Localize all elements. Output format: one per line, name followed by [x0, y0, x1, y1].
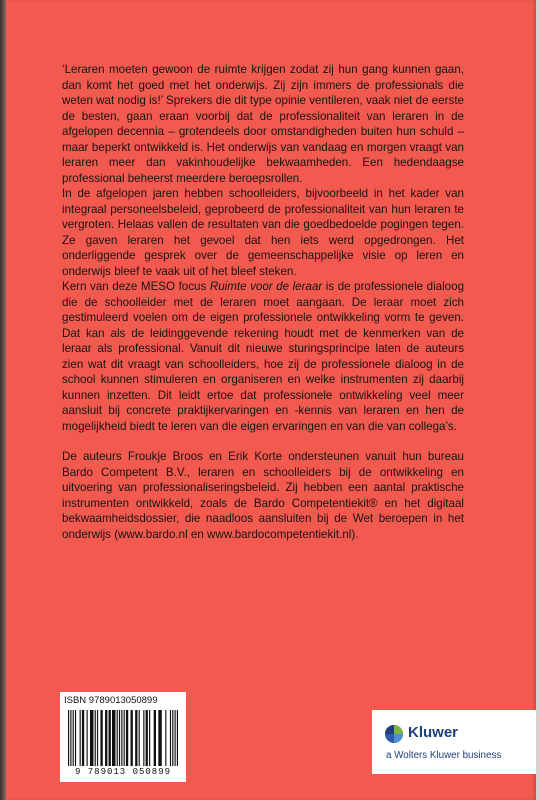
barcode-bar — [97, 710, 98, 766]
blurb-paragraph — [62, 279, 464, 434]
barcode-bar — [143, 710, 144, 766]
barcode-bar — [175, 710, 176, 766]
barcode-bar — [95, 710, 96, 766]
barcode-bar — [82, 710, 84, 766]
barcode-bar — [146, 710, 148, 766]
barcode-bar — [135, 710, 137, 766]
paragraph-text: Kern van deze MESO focus — [62, 280, 210, 293]
barcode-bars — [66, 710, 180, 766]
barcode-bar — [131, 710, 133, 766]
barcode-bar — [177, 710, 178, 766]
publisher-name: Kluwer — [408, 724, 459, 741]
barcode-bar — [70, 710, 71, 766]
barcode-bar — [105, 710, 107, 766]
barcode-number: 9 789013 050899 — [74, 767, 171, 777]
kluwer-logo-icon — [384, 724, 404, 744]
barcode-bar — [170, 710, 171, 766]
barcode-bar — [121, 710, 122, 766]
blurb-paragraph — [62, 62, 464, 186]
paragraph-text: is de professionele dialoog die de schoolleider met de leraren moet aangaan. De leraar moet zich gestimuleerd voelen om de eigen professionele ontwikkeling vorm te geven. Dat kan als de leidinggevende rekening houdt met de kenmerken van de leraar als professional. Vanuit dit nieuwe sturingsprincipe laten de auteurs zien wat dit vraagt van schoolleiders, hoe zij de professionele dialoog in de school kunnen stimuleren en organiseren en welke instrumenten zij daarbij kunnen inzetten. Dit leidt ertoe dat professionele ontwikkeling veel meer aansluit bij concrete praktijkervaringen en -kennis van leraren en hen de mogelijkheid biedt te leren van die eigen ervaringen en van die van collega’s. — [62, 280, 465, 433]
paragraph-text: ‘Leraren moeten gewoon de ruimte krijgen zodat zij hun gang kunnen gaan, dan komt het goed met het onderwijs. Zij zijn immers de professionals die weten wat nodig is!’ Sprekers die dit type opinie ventileren, vaak niet de eerste de besten, gaan eraan voorbij dat de professionaliteit van leraren in de afgelopen decennia – grotendeels door omstandigheden buiten hun schuld – maar beperkt ontwikkeld is. Het onderwijs van vandaag en morgen vraagt van leraren meer dan vakinhoudelijke bekwaamheden. Een hedendaagse professional beheerst meerdere beroepsrollen. — [62, 63, 464, 185]
barcode-bar — [139, 710, 140, 766]
barcode-bar — [154, 710, 156, 766]
barcode-bar — [112, 710, 115, 766]
barcode-bar — [119, 710, 120, 766]
barcode-bar — [68, 710, 69, 766]
publisher-logo — [372, 710, 536, 774]
blurb-text — [62, 62, 464, 542]
book-title-italic: Ruimte voor de leraar — [209, 280, 323, 293]
barcode-panel — [60, 692, 186, 782]
barcode-bar — [117, 710, 118, 766]
barcode-bar — [87, 710, 88, 766]
blurb-paragraph — [62, 449, 464, 542]
barcode-bar — [90, 710, 93, 766]
barcode-bar — [73, 710, 74, 766]
blurb-paragraph — [62, 186, 464, 279]
barcode-bar — [75, 710, 76, 766]
barcode-bar — [80, 710, 81, 766]
barcode-bar — [172, 710, 173, 766]
publisher-tagline: a Wolters Kluwer business — [386, 750, 502, 761]
isbn-label: ISBN 9789013050899 — [64, 695, 158, 706]
barcode-bar — [158, 710, 161, 766]
barcode-bar — [109, 710, 111, 766]
paragraph-text: In de afgelopen jaren hebben schoolleiders, bijvoorbeeld in het kader van integraal personeelsbeleid, geprobeerd de professionaliteit van hun leraren te vergroten. Helaas vallen de resultaten van die goedbedoelde pogingen tegen. Ze gaven leraren het gevoel dat hen iets werd opgedrongen. Het onderliggende gesprek over de gemeenschappelijke visie op leren en onderwijs bleef te vaak uit of het bleef steken. — [62, 187, 464, 278]
barcode-bar — [149, 710, 150, 766]
barcode-bar — [100, 710, 102, 766]
barcode-bar — [126, 710, 128, 766]
barcode-bar — [165, 710, 166, 766]
paragraph-text: De auteurs Froukje Broos en Erik Korte ondersteunen vanuit hun bureau Bardo Competent B.V., leraren en schoolleiders bij de ontwikkeling en uitvoering van professionaliseringsbeleid. Zij hebben een aantal praktische instrumenten ontwikkeld, zoals de Bardo Competentiekit® en het digitaal bekwaamheidsdossier, die naadloos aansluiten bij de Wet beroepen in het onderwijs (www.bardo.nl en www.bardocompetentiekit.nl). — [62, 450, 464, 541]
barcode-bar — [124, 710, 125, 766]
